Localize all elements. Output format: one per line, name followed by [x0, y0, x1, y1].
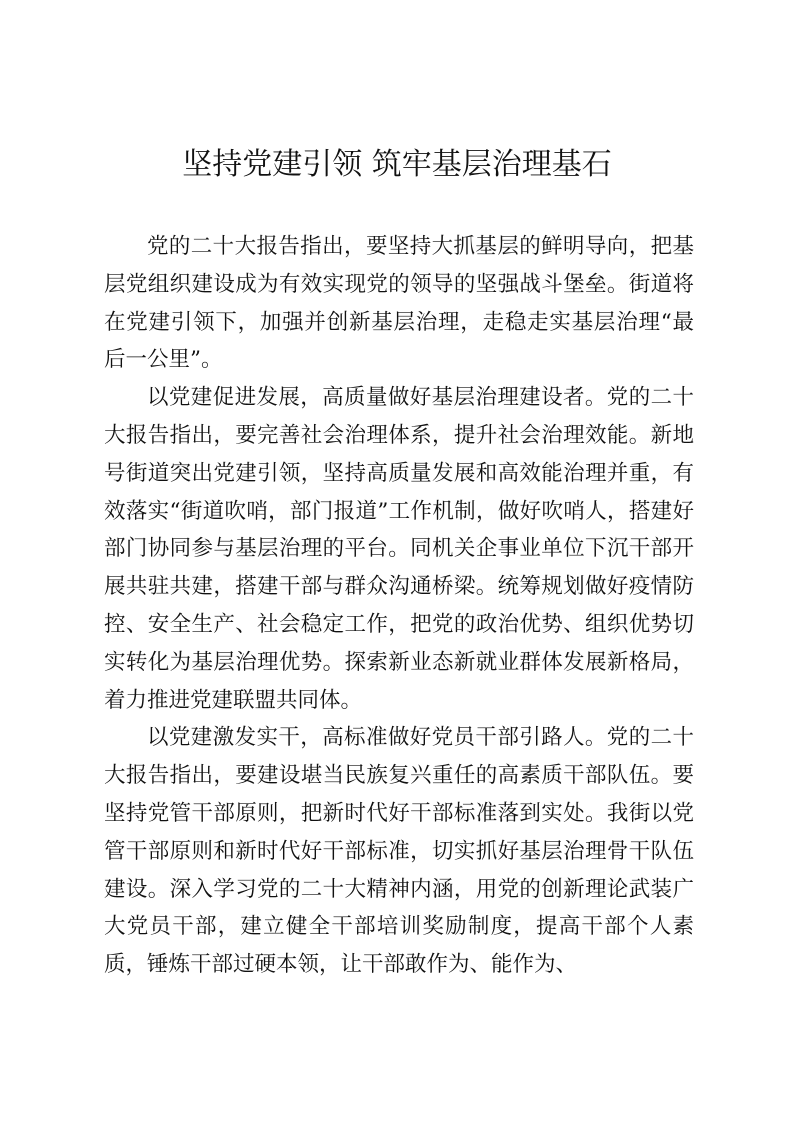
document-title: 坚持党建引领 筑牢基层治理基石	[182, 147, 612, 182]
paragraph-1: 党的二十大报告指出，要坚持大抓基层的鲜明导向，把基层党组织建设成为有效实现党的领导的坚强战斗堡垒。街道将在党建引领下，加强并创新基层治理，走稳走实基层治理“最后一公里”。	[104, 234, 694, 373]
paragraph-3: 以党建激发实干，高标准做好党员干部引路人。党的二十大报告指出，要建设堪当民族复兴重任的高素质干部队伍。要坚持党管干部原则，把新时代好干部标准落到实处。我街以党管干部原则和新时代好干部标准，切实抓好基层治理骨干队伍建设。深入学习党的二十大精神内涵，用党的创新理论武装广大党员干部，建立健全干部培训奖励制度，提高干部个人素质，锤炼干部过硬本领，让干部敢作为、能作为、	[104, 725, 694, 978]
document-body	[104, 228, 694, 984]
paragraph-2: 以党建促进发展，高质量做好基层治理建设者。党的二十大报告指出，要完善社会治理体系，提升社会治理效能。新地号街道突出党建引领，坚持高质量发展和高效能治理并重，有效落实“街道吹哨，部门报道”工作机制，做好吹哨人，搭建好部门协同参与基层治理的平台。同机关企事业单位下沉干部开展共驻共建，搭建干部与群众沟通桥梁。统筹规划做好疫情防控、安全生产、社会稳定工作，把党的政治优势、组织优势切实转化为基层治理优势。探索新业态新就业群体发展新格局，着力推进党建联盟共同体。	[104, 385, 694, 713]
